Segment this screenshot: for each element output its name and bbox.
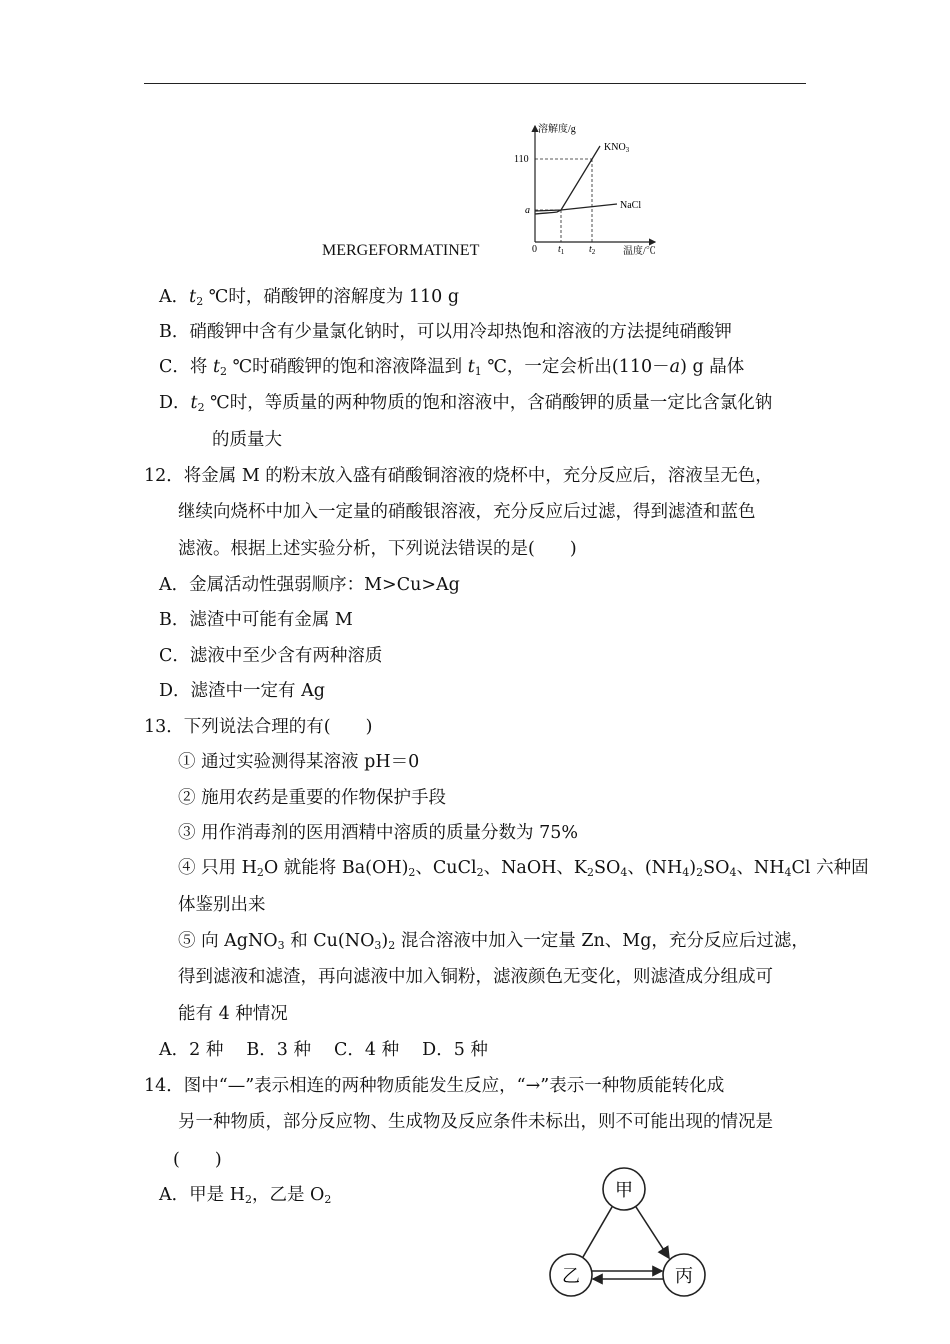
nacl-curve [535,204,617,211]
q13-item-4-cont: 体鉴别出来 [178,895,266,915]
q12-stem-1: 12．将金属 M 的粉末放入盛有硝酸铜溶液的烧杯中，充分反应后，溶液呈无色， [144,466,773,486]
q13-stem: 13．下列说法合理的有( ) [144,717,373,737]
q13-item-1: ① 通过实验测得某溶液 pH＝0 [178,752,420,772]
y-tick-110: 110 [514,154,529,165]
header-rule [144,83,806,84]
q12-option-c: C．滤液中至少含有两种溶质 [159,646,383,666]
q12-option-a: A．金属活动性强弱顺序：M>Cu>Ag [159,575,460,595]
q14-stem-1: 14．图中“—”表示相连的两种物质能发生反应，“→”表示一种物质能转化成 [144,1076,725,1096]
q11-option-b: B．硝酸钾中含有少量氯化钠时，可以用冷却热饱和溶液的方法提纯硝酸钾 [159,322,732,342]
q11-option-d: D．$t_2$ ℃时，等质量的两种物质的饱和溶液中，含硝酸钾的质量一定比含氯化钠 [159,393,773,414]
q11-option-c: C．将 $t_2$ ℃时硝酸钾的饱和溶液降温到 $t_1$ ℃，一定会析出(110－a) g 晶体 [159,357,745,378]
x-tick-t2: $t_2$ [589,244,596,256]
q13-item-2: ② 施用农药是重要的作物保护手段 [178,788,447,808]
y-tick-a: a [525,205,530,216]
figure-label: MERGEFORMATINET [322,242,480,259]
q13-item-5: ⑤ 向 AgNO$_3$ 和 $Cu(NO_3)_2$ 混合溶液中加入一定量 Zn、Mg，充分反应后过滤， [178,931,809,952]
q12-option-d: D．滤渣中一定有 Ag [159,681,325,701]
relation-diagram [540,1162,715,1302]
q12-stem-2: 继续向烧杯中加入一定量的硝酸银溶液，充分反应后过滤，得到滤渣和蓝色 [178,502,756,522]
q14-stem-2: 另一种物质，部分反应物、生成物及反应条件未标出，则不可能出现的情况是 [178,1112,773,1132]
x-tick-t1: $t_1$ [558,244,565,256]
kno3-label: $KNO_3$ [604,142,630,154]
q14-stem-3: ( ) [173,1150,222,1170]
q12-option-b: B．滤渣中可能有金属 M [159,610,353,630]
node-jia-label: 甲 [615,1180,633,1200]
kno3-curve [535,146,600,214]
q12-stem-3: 滤液。根据上述实验分析，下列说法错误的是( ) [178,539,577,559]
q14-option-a: A．甲是 $H_2$，乙是 $O_2$ [159,1185,332,1206]
node-yi-label: 乙 [562,1266,580,1286]
node-bing-label: 丙 [675,1266,693,1286]
q13-options: A．2 种 B．3 种 C．4 种 D．5 种 [159,1040,488,1060]
nacl-label: NaCl [620,200,642,211]
q11-option-d-cont: 的质量大 [212,430,282,450]
y-axis-label: 溶解度/g [538,124,576,135]
solubility-chart [505,118,670,263]
q11-option-a: A．$t_2$ ℃时，硝酸钾的溶解度为 110 g [159,287,460,308]
q13-item-5-line3: 能有 4 种情况 [178,1004,288,1024]
q13-item-4: ④ 只用 $H_2O$ 就能将 $Ba(OH)_2$、CuCl$_2$、NaOH、$K_2SO_4$、$(NH_4)_2SO_4$、$NH_4Cl$ 六种固 [178,858,869,879]
q13-item-3: ③ 用作消毒剂的医用酒精中溶质的质量分数为 75% [178,823,579,843]
edge-jia-yi [583,1207,612,1257]
q13-item-5-line2: 得到滤液和滤渣，再向滤液中加入铜粉，滤液颜色无变化，则滤渣成分组成可 [178,967,773,987]
x-axis-label: 温度/℃ [623,246,656,257]
x-tick-0: 0 [532,244,537,255]
edge-jia-bing [636,1207,669,1258]
